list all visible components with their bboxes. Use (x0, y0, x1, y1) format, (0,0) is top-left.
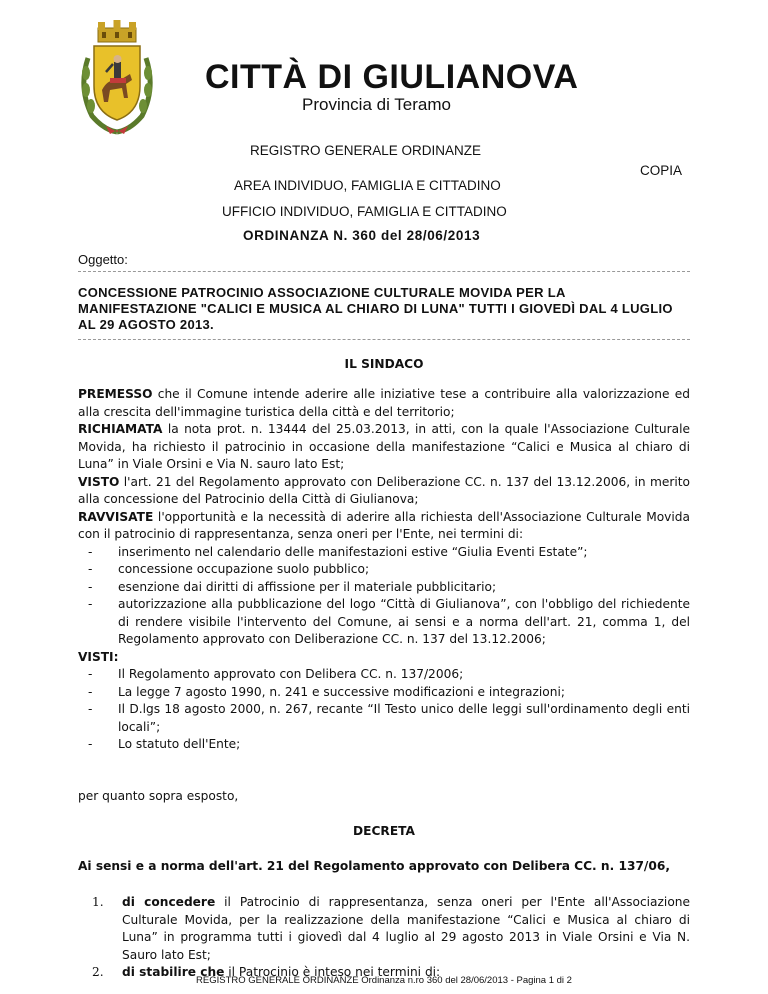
list-item: 1. di concedere il Patrocinio di rappresentanza, senza oneri per l'Ente all'Associazione Culturale Movida, per la realizzazione della manifestazione “Calici e Musica al chiaro di Luna” in programma tutti i giovedì dal 4 luglio al 29 agosto 2013 in Viale Orsini e Via N. Sauro lato Est; (92, 895, 690, 962)
visto-text: l'art. 21 del Regolamento approvato con Deliberazione CC. n. 137 del 13.12.2006, in merito alla concessione del Patrocinio della Città di Giulianova; (78, 474, 690, 506)
list-item: - Il Regolamento approvato con Delibera CC. n. 137/2006; (88, 667, 464, 681)
ravvisate-list (78, 544, 690, 649)
richiamata-text: la nota prot. n. 13444 del 25.03.2013, in atti, con la quale l'Associazione Culturale Movida, ha richiesto il patrocinio in occasione della manifestazione “Calici e Musica al chiaro di Luna” in Viale Orsini e Via N. sauro lato Est; (78, 422, 690, 471)
page-footer: REGISTRO GENERALE ORDINANZE Ordinanza n.ro 360 del 28/06/2013 - Pagina 1 di 2 (196, 975, 572, 986)
preamble-section (78, 386, 690, 754)
ordinance-number: ORDINANZA N. 360 del 28/06/2013 (243, 228, 481, 243)
ravvisate-paragraph (78, 509, 690, 544)
ravvisate-label: RAVVISATE (78, 509, 154, 524)
list-item: - autorizzazione alla pubblicazione del logo “Città di Giulianova”, con l'obbligo del richiedente di rendere visibile l'intervento del Comune, ai sensi e a norma dell'art. 21, comma 1, del Regolamento approvato con Deliberazione CC. n. 137 del 13.12.2006; (88, 597, 690, 646)
province-subtitle: Provincia di Teramo (302, 95, 451, 114)
visti-list (78, 666, 690, 754)
area-heading: AREA INDIVIDUO, FAMIGLIA E CITTADINO (234, 178, 501, 193)
per-quanto-text: per quanto sopra esposto, (78, 789, 239, 803)
premesso-paragraph (78, 386, 690, 421)
list-item: - Il D.lgs 18 agosto 2000, n. 267, recante “Il Testo unico delle leggi sull'ordinamento degli enti locali”; (88, 702, 690, 734)
dispositive-list (78, 894, 690, 982)
registry-heading: REGISTRO GENERALE ORDINANZE (250, 143, 482, 158)
subject-text: CONCESSIONE PATROCINIO ASSOCIAZIONE CULTURALE MOVIDA PER LA MANIFESTAZIONE "CALICI E MUSICA AL CHIARO DI LUNA" TUTTI I GIOVEDÌ DAL 4 LUGLIO AL 29 AGOSTO 2013. (78, 285, 673, 332)
list-item: - inserimento nel calendario delle manifestazioni estive “Giulia Eventi Estate”; (88, 544, 588, 559)
divider-top (78, 271, 690, 272)
richiamata-paragraph (78, 421, 690, 474)
visti-label: VISTI: (78, 649, 119, 664)
list-item: - Lo statuto dell'Ente; (88, 737, 241, 751)
list-item: - esenzione dai diritti di affissione per il materiale pubblicitario; (88, 579, 497, 594)
visto-label: VISTO (78, 474, 120, 489)
dispositive-section (78, 894, 690, 982)
office-heading: UFFICIO INDIVIDUO, FAMIGLIA E CITTADINO (222, 204, 507, 219)
legal-basis-text: Ai sensi e a norma dell'art. 21 del Regolamento approvato con Delibera CC. n. 137/06, (78, 859, 670, 873)
ravvisate-text: l'opportunità e la necessità di aderire alla richiesta dell'Associazione Culturale Movida con il patrocinio di rappresentanza, senza oneri per l'Ente, nei termini di: (78, 509, 690, 541)
list-item: 2. di stabilire che il Patrocinio è inteso nei termini di: (92, 965, 441, 979)
list-item: - La legge 7 agosto 1990, n. 241 e successive modificazioni e integrazioni; (88, 684, 565, 699)
list-item: - concessione occupazione suolo pubblico; (88, 562, 370, 576)
premesso-label: PREMESSO (78, 387, 153, 401)
mayor-heading: IL SINDACO (344, 357, 424, 371)
premesso-text: che il Comune intende aderire alle iniziative tese a contribuire alla valorizzazione ed alla crescita dell'immagine turistica della città e del territorio; (78, 387, 690, 419)
visto-paragraph (78, 474, 690, 509)
city-name-title: CITTÀ DI GIULIANOVA (205, 58, 579, 96)
divider-bottom (78, 339, 690, 340)
subject-label: Oggetto: (78, 252, 128, 267)
decreta-heading: DECRETA (353, 824, 415, 838)
copy-label: COPIA (640, 163, 683, 178)
richiamata-label: RICHIAMATA (78, 422, 163, 436)
coat-of-arms-emblem (74, 18, 160, 136)
